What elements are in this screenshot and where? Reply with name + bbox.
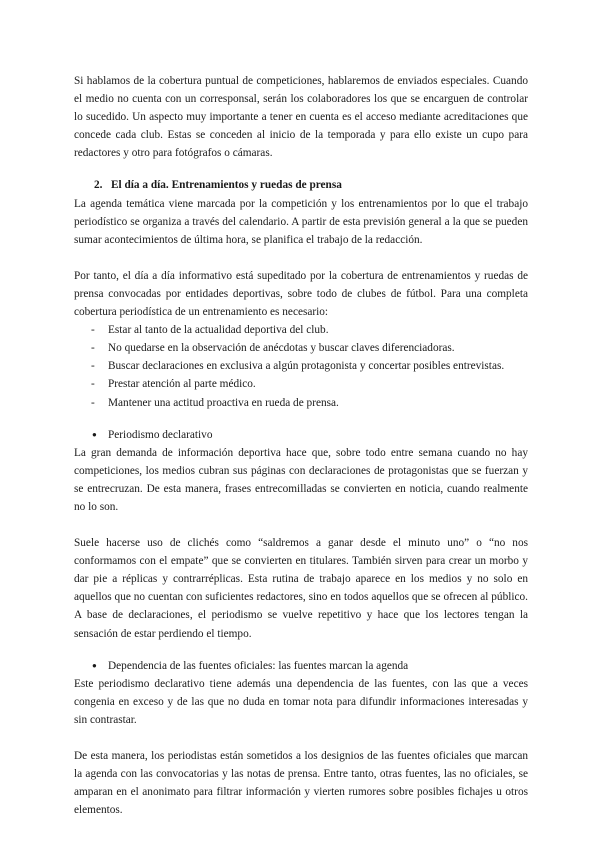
paragraph-agenda: La agenda temática viene marcada por la competición y los entrenamientos por lo que el trabajo periodístico se organiza a través del calendario. A partir de esta previsión general a la que se pueden sumar acontecimientos de última hora, se planifica el trabajo de la redacción.	[74, 197, 528, 246]
bullet-heading-declarativo: ● Periodismo declarativo	[74, 426, 528, 444]
list-item: - Buscar declaraciones en exclusiva a algún protagonista y concertar posibles entrevistas.	[74, 357, 528, 375]
list-item: - No quedarse en la observación de anécdotas y buscar claves diferenciadoras.	[74, 339, 528, 357]
dash-marker: -	[91, 360, 95, 373]
paragraph-demand: La gran demanda de información deportiva hace que, sobre todo entre semana cuando no hay competiciones, los medios cubran sus páginas con declaraciones de protagonistas que se fuerzan y se entrecruzan. De esta manera, frases entrecomilladas se convierten en noticia, cuando realmente no lo son.	[74, 446, 528, 513]
paragraph-press-coverage: Si hablamos de la cobertura puntual de competiciones, hablaremos de enviados especiales. Cuando el medio no cuenta con un corresponsal, serán los colaboradores los que se encarguen de controlar lo sucedido. Un aspecto muy importante a tener en cuenta es el acceso mediante acreditaciones que concede cada club. Estas se conceden al inicio de la temporada y para ello existe un cupo para redactores y otro para fotógrafos o cámaras.	[74, 75, 528, 160]
list-item: - Mantener una actitud proactiva en rueda de prensa.	[74, 394, 528, 412]
dash-marker: -	[91, 396, 95, 409]
list-item: - Estar al tanto de la actualidad deportiva del club.	[74, 321, 528, 339]
bullet-icon: ●	[92, 660, 97, 670]
dash-marker: -	[91, 324, 95, 337]
document-page	[74, 72, 528, 819]
paragraph-cliches: Suele hacerse uso de clichés como “saldremos a ganar desde el minuto uno” o “no nos conformamos con el empate” que se convierten en titulares. También sirven para crear un morbo y dar pie a réplicas y contrarréplicas. Esta rutina de trabajo aparece en los medios y no solo en aquellos que no cuentan con suficientes redactores, sino en todos aquellos que se ofrecen al público. A base de declaraciones, el periodismo se vuelve repetitivo y hace que los lectores tengan la sensación de estar perdiendo el tiempo.	[74, 537, 528, 640]
paragraph-official-sources: De esta manera, los periodistas están sometidos a los designios de las fuentes oficiales que marcan la agenda con las convocatorias y las notas de prensa. Entre tanto, otras fuentes, las no oficiales, se amparan en el anonimato para filtrar información y vierten rumores sobre posibles fichajes u otros elementos.	[74, 750, 528, 817]
paragraph-daily-coverage: Por tanto, el día a día informativo está supeditado por la cobertura de entrenamientos y ruedas de prensa convocadas por entidades deportivas, sobre todo de clubes de fútbol. Para una completa cobertura periodística de un entrenamiento es necesario:	[74, 269, 528, 319]
requirements-list	[74, 321, 528, 411]
dash-marker: -	[91, 342, 95, 355]
bullet-heading-fuentes: ● Dependencia de las fuentes oficiales: las fuentes marcan la agenda	[74, 657, 528, 675]
paragraph-sources: Este periodismo declarativo tiene además una dependencia de las fuentes, con las que a veces congenia en exceso y de las que no duda en tomar nota para difundir informaciones interesadas y sin contrastar.	[74, 677, 528, 726]
section-heading	[94, 176, 528, 194]
list-item: - Prestar atención al parte médico.	[74, 375, 528, 393]
section-number: 2.	[94, 179, 103, 192]
section-title: El día a día. Entrenamientos y ruedas de prensa	[111, 179, 342, 192]
dash-marker: -	[91, 378, 95, 391]
bullet-icon: ●	[92, 429, 97, 439]
